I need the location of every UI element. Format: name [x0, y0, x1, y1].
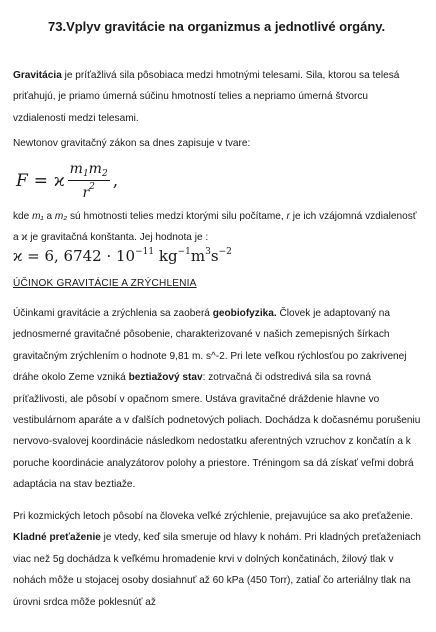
- where-kappa: ϰ: [21, 232, 28, 244]
- where-m1: m₁: [32, 211, 44, 222]
- newton-formula: [16, 161, 118, 201]
- where-text: je gravitačná konštanta. Jej hodnota je :: [27, 232, 209, 244]
- where-text: kde: [13, 211, 33, 222]
- para2-text: je vtedy, keď sila smeruje od hlavy k nohám. Pri kladných preťaženiach viac než 5g dochádza k veľkému hromadenie krvi v dolných končatinách, žilový tlak v nohách môže u stojacej osoby dosiahnuť až 60 kPa (450 Torr), zatiaľ čo arteriálny tlak na úrovni srdca môže poklesnúť až: [13, 532, 421, 608]
- where-text: a: [43, 211, 55, 222]
- page-title: 73.Vplyv gravitácie na organizmus a jednotlivé orgány.: [48, 19, 386, 34]
- formula-m1-sub: 1: [82, 169, 89, 179]
- constant-unit-s: s: [210, 247, 219, 265]
- para1-text: Človek je adaptovaný na jednosmerné gravitačné pôsobenie, charakterizované v našich zemepisných šírkach gravitačným zrýchlením o hodnote 9,81 m. s^-2. Pri lete veľkou rýchlosťou po zakrivenej dráhe okolo Zeme vzniká: [13, 308, 407, 384]
- constant-exponent: −11: [135, 247, 155, 257]
- constant-unit-kg-exp: −1: [177, 247, 191, 257]
- para1-text: Účinkami gravitácie a zrýchlenia sa zaoberá: [13, 308, 213, 319]
- gravitational-constant: [13, 247, 232, 265]
- formula-r-sup: 2: [89, 182, 95, 192]
- formula-r: r: [82, 185, 90, 201]
- constant-unit-m-exp: 3: [205, 247, 211, 257]
- newton-intro: Newtonov gravitačný zákon sa dnes zapisuje v tvare:: [13, 138, 251, 149]
- formula-kappa: ϰ: [54, 171, 65, 191]
- constant-unit-s-exp: −2: [218, 247, 232, 257]
- formula-denominator: [82, 181, 94, 201]
- formula-eq: =: [33, 171, 49, 191]
- where-r: r: [286, 211, 290, 222]
- constant-unit-kg: kg: [154, 247, 178, 265]
- constant-value: ϰ = 6, 6742 · 10: [13, 247, 136, 265]
- para1-bold-geobiofyzika: geobiofyzika.: [212, 308, 277, 319]
- section-heading: ÚČINOK GRAVITÁCIE A ZRÝCHLENIA: [13, 278, 197, 289]
- formula-tail: ,: [112, 171, 119, 191]
- formula-m2-sub: 2: [101, 169, 108, 179]
- where-text: sú hmotnosti telies medzi ktorými silu počítame,: [67, 211, 287, 222]
- formula-numerator: [68, 161, 110, 181]
- intro-text: je príťažlivá sila pôsobiaca medzi hmotnými telesami. Sila, ktorou sa telesá priťahujú, je priamo úmerná súčinu hmotností telies a nepriamo úmerná štvorcu vzdialenosti medzi telesami.: [13, 70, 400, 124]
- para1-text: : zotrvačná či odstredivá sila sa rovná príťažlivosti, ale pôsobí v opačnom smere. Ustáva gravitačné dráždenie hlavne vo vestibulárnom aparáte a v ďalších podnetových poliach. Dochádza k dočasnému porušeniu nervovo-svalovej koordinácie následkom nedostatku aferentných vzruchov z končatín a k poruche koordinácie analyzátorov polohy a priestore. Tréningom sa dá získať veľmi dobrá adaptácia na stav beztiaže.: [13, 372, 421, 491]
- formula-lhs: F: [16, 171, 28, 191]
- where-m2: m₂: [54, 211, 68, 222]
- para2-text: Pri kozmických letoch pôsobí na človeka veľké zrýchlenie, prejavujúce sa ako preťaženie.: [13, 511, 414, 522]
- para2-bold-kladne: Kladné preťaženie: [13, 532, 101, 544]
- constant-unit-m: m: [190, 247, 206, 265]
- where-text: je ich vzájomná vzdialenosť a: [13, 211, 417, 244]
- paragraph-overload: [13, 506, 423, 613]
- para1-bold-beztiazovy: beztiažový stav: [128, 372, 203, 384]
- formula-m2: m: [88, 161, 102, 177]
- intro-term: Gravitácia: [13, 70, 62, 81]
- formula-fraction: [68, 161, 110, 201]
- formula-m1: m: [69, 161, 83, 177]
- where-paragraph: [13, 206, 423, 249]
- intro-paragraph: [13, 65, 423, 129]
- paragraph-gravity-effects: [13, 303, 423, 496]
